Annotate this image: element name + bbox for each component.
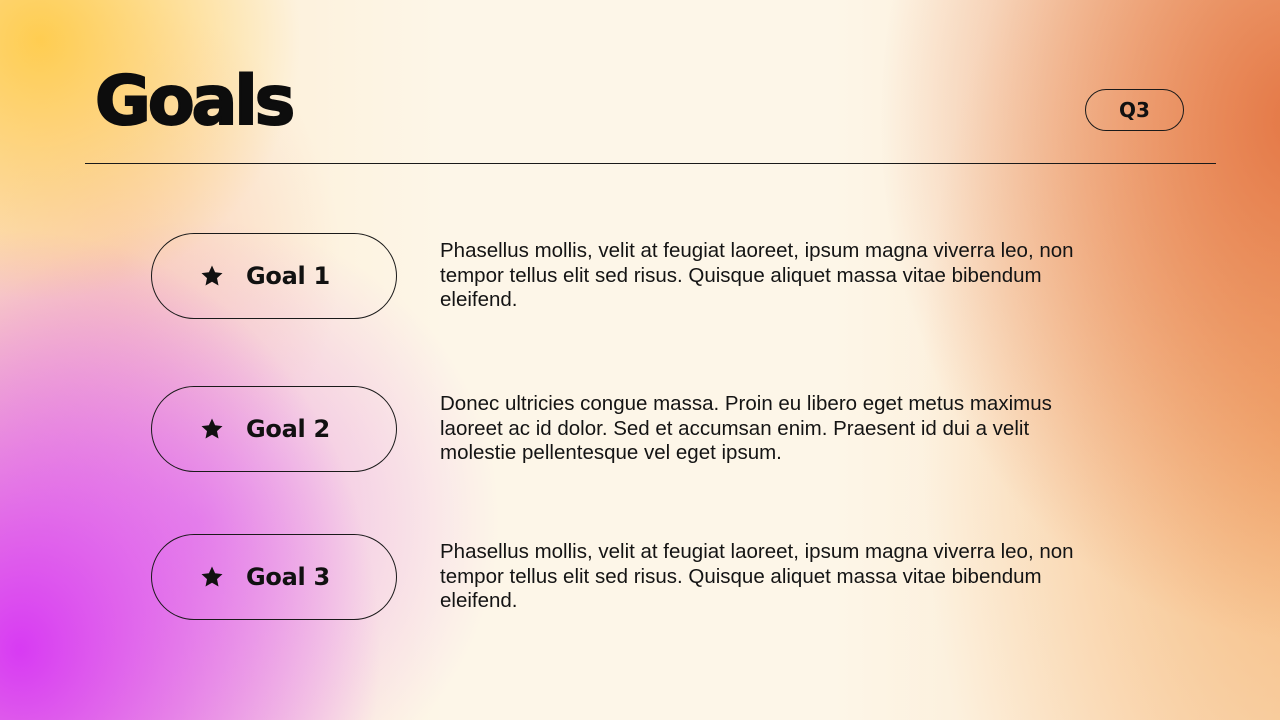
star-icon — [200, 264, 224, 288]
goal-row-2 — [151, 386, 1071, 474]
goal-description-2: Donec ultricies congue massa. Proin eu libero eget metus maximus laoreet ac id dolor. Sed et accumsan enim. Praesent id dui a velit molestie pellentesque vel eget ipsum. — [440, 392, 1052, 464]
quarter-badge: Q3 — [1085, 89, 1184, 131]
goal-label-1: Goal 1 — [246, 262, 330, 290]
slide-title: Goals — [95, 62, 293, 141]
goal-row-1 — [151, 233, 1074, 321]
title-divider — [85, 163, 1216, 164]
goal-pill-3 — [151, 534, 397, 620]
goal-row-3 — [151, 534, 1074, 622]
goal-label-3: Goal 3 — [246, 563, 330, 591]
goal-description-3: Phasellus mollis, velit at feugiat laoreet, ipsum magna viverra leo, non tempor tellus elit sed risus. Quisque aliquet massa vitae bibendum eleifend. — [440, 540, 1074, 612]
goal-description-1: Phasellus mollis, velit at feugiat laoreet, ipsum magna viverra leo, non tempor tellus elit sed risus. Quisque aliquet massa vitae bibendum eleifend. — [440, 239, 1074, 311]
goal-pill-2 — [151, 386, 397, 472]
star-icon — [200, 565, 224, 589]
star-icon — [200, 417, 224, 441]
goal-label-2: Goal 2 — [246, 415, 330, 443]
goal-pill-1 — [151, 233, 397, 319]
